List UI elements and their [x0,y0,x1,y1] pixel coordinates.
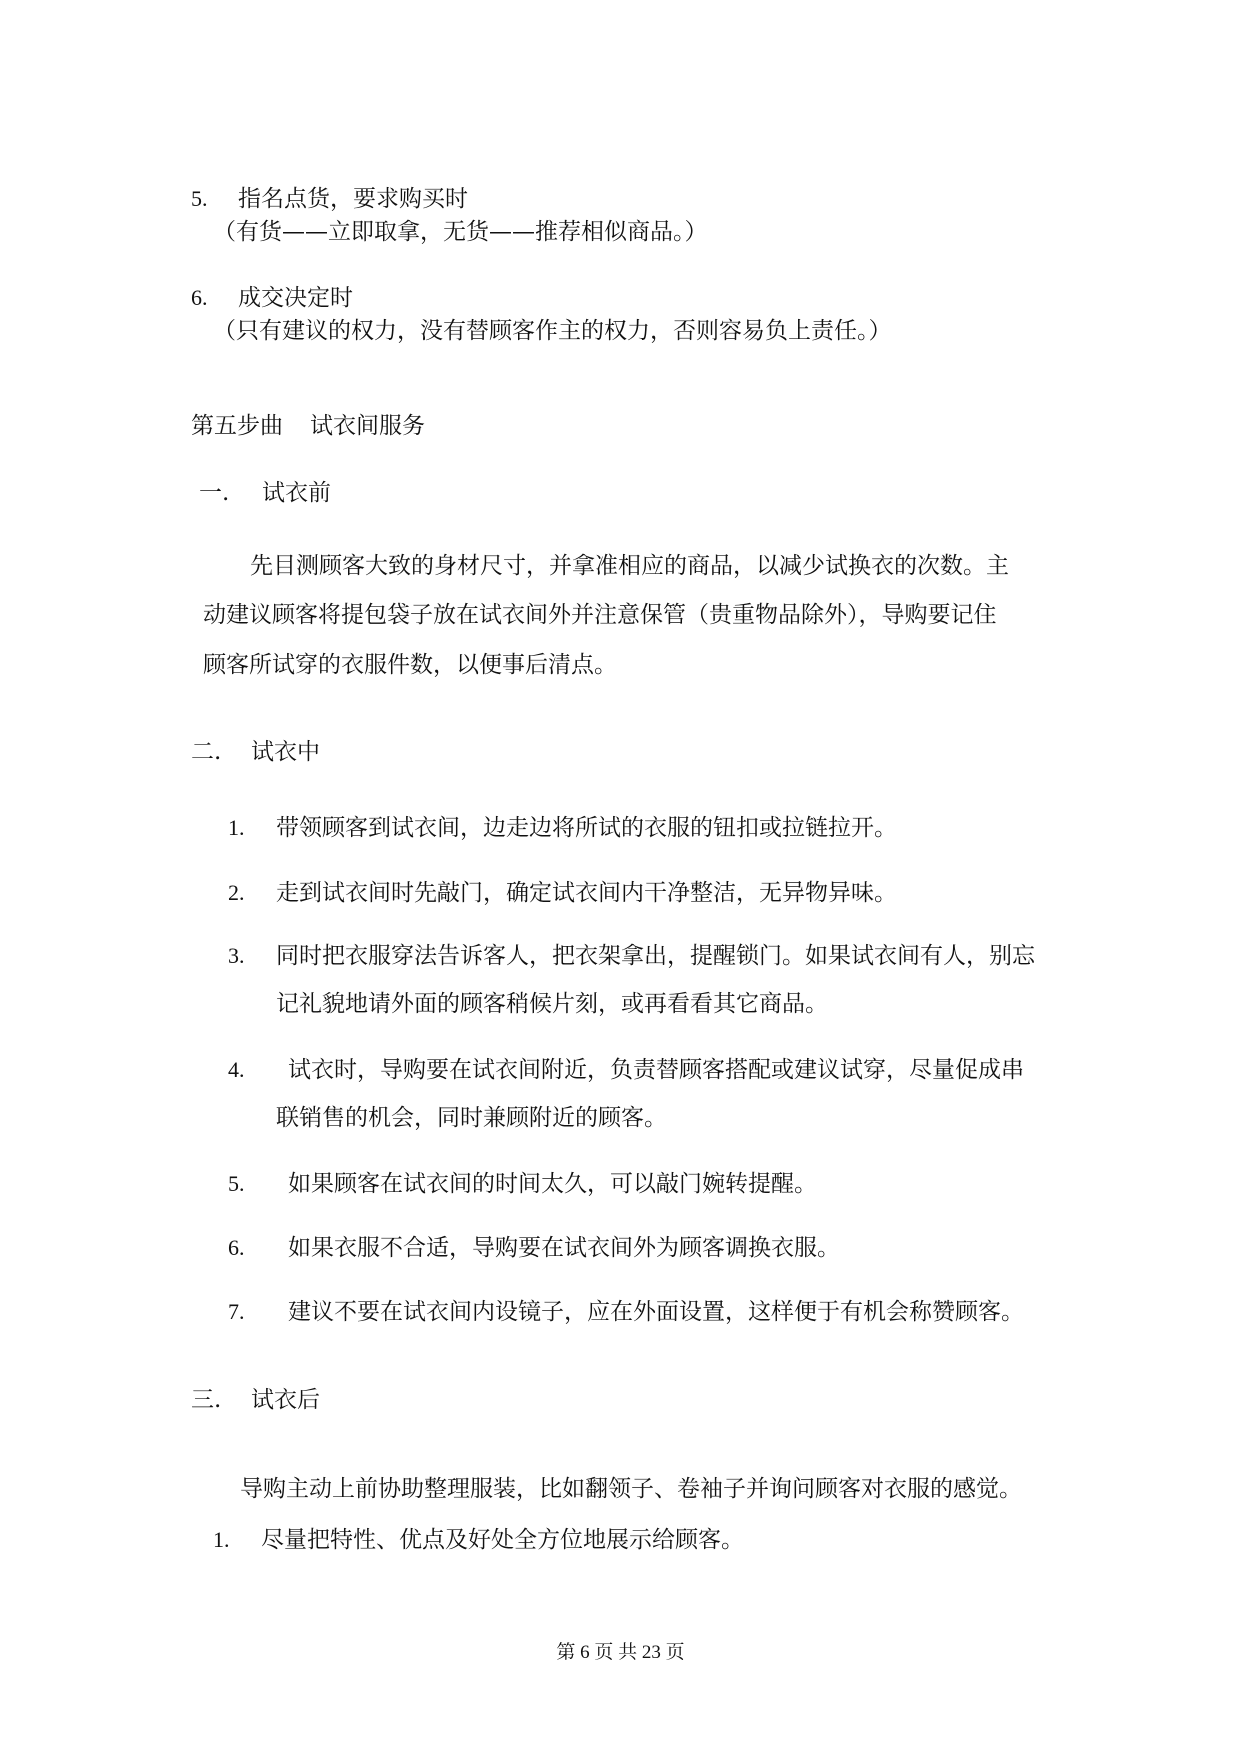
list-item-text: 联销售的机会，同时兼顾附近的顾客。 [276,1105,667,1131]
list-item-number: 1. [228,815,245,840]
list-item-number: 6. [228,1235,245,1260]
list-item-number: 1. [213,1527,230,1552]
list-item-text: 记礼貌地请外面的顾客稍候片刻，或再看看其它商品。 [276,991,828,1017]
section-step: 第五步曲 [191,413,283,439]
list-item-text: 建议不要在试衣间内设镜子，应在外面设置，这样便于有机会称赞顾客。 [288,1299,1024,1325]
list-item-text: 带领顾客到试衣间，边走边将所试的衣服的钮扣或拉链拉开。 [276,815,897,841]
subheading: 试衣前 [262,480,331,506]
item-number: 5. [191,186,208,211]
item-title: 指名点货，要求购买时 [238,186,468,212]
list-item-number: 4. [228,1057,245,1082]
subheading: 试衣后 [251,1387,320,1413]
list-item-text: 尽量把特性、优点及好处全方位地展示给顾客。 [261,1527,744,1553]
subheading-number: 二. [191,739,222,765]
item-note: （有货——立即取拿，无货——推荐相似商品。） [213,219,708,245]
list-item-text: 如果衣服不合适，导购要在试衣间外为顾客调换衣服。 [288,1235,840,1261]
list-item-text: 如果顾客在试衣间的时间太久，可以敲门婉转提醒。 [288,1171,817,1197]
subheading-number: 三. [191,1387,222,1413]
list-item-number: 7. [228,1299,245,1324]
item-number: 6. [191,285,208,310]
item-title: 成交决定时 [238,285,353,311]
subheading-number: 一. [199,480,230,506]
list-item-number: 2. [228,880,245,905]
item-note: （只有建议的权力，没有替顾客作主的权力，否则容易负上责任。） [213,318,892,344]
list-item-text: 试衣时，导购要在试衣间附近，负责替顾客搭配或建议试穿，尽量促成串 [288,1057,1024,1083]
paragraph-line: 先目测顾客大致的身材尺寸，并拿准相应的商品，以减少试换衣的次数。主 [250,553,1009,579]
list-item-number: 5. [228,1171,245,1196]
subheading: 试衣中 [251,739,320,765]
list-item-number: 3. [228,943,245,968]
section-title: 试衣间服务 [310,413,425,439]
paragraph-line: 顾客所试穿的衣服件数，以便事后清点。 [203,652,617,678]
paragraph-line: 导购主动上前协助整理服装，比如翻领子、卷袖子并询问顾客对衣服的感觉。 [240,1476,1022,1502]
list-item-text: 走到试衣间时先敲门，确定试衣间内干净整洁，无异物异味。 [276,880,897,906]
list-item-text: 同时把衣服穿法告诉客人，把衣架拿出，提醒锁门。如果试衣间有人，别忘 [276,943,1035,969]
paragraph-line: 动建议顾客将提包袋子放在试衣间外并注意保管（贵重物品除外），导购要记住 [203,602,997,628]
page-footer: 第 6 页 共 23 页 [556,1642,685,1663]
